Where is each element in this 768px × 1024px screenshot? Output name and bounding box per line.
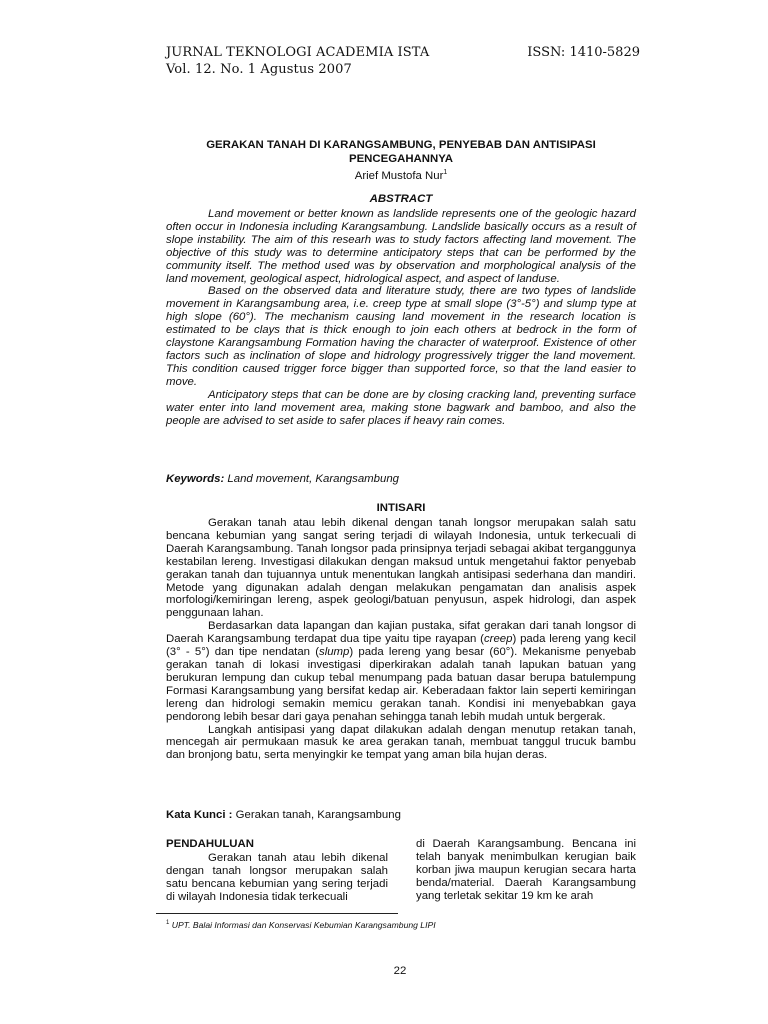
intisari-body <box>166 517 636 762</box>
journal-name: JURNAL TEKNOLOGI ACADEMIA ISTA <box>166 45 430 60</box>
author-name: Arief Mustofa Nur <box>354 169 444 182</box>
intisari-p2-part-a: Berdasarkan data lapangan dan kajian pustaka, sifat gerakan dari tanah longsor di Daerah Karangsambung terdapat dua tipe yaitu tipe rayapan ( <box>166 620 636 646</box>
abstract-body <box>166 208 636 427</box>
term-creep: creep <box>483 633 513 646</box>
kata-kunci-label: Kata Kunci : <box>166 809 233 821</box>
footnote-text: UPT. Balai Informasi dan Konservasi Kebumian Karangsambung LIPI <box>169 919 436 930</box>
intro-column-left <box>166 838 388 904</box>
intisari-paragraph-2 <box>166 620 636 723</box>
footnote <box>166 918 436 931</box>
intro-paragraph-right: di Daerah Karangsambung. Bencana ini telah banyak menimbulkan kerugian baik korban jiwa maupun kerugian secara harta benda/material. Daerah Karangsambung yang terletak sekitar 19 km ke arah <box>416 838 636 902</box>
keywords-label: Keywords: <box>166 473 225 485</box>
footnote-divider <box>156 913 398 914</box>
abstract-paragraph-3: Anticipatory steps that can be done are by closing cracking land, preventing surface water enter into land movement area, making stone bagwark and bamboo, and also the people are advised to set aside to safer places if heavy rain comes. <box>166 388 636 427</box>
journal-issn: ISSN: 1410-5829 <box>527 45 640 60</box>
intro-paragraph-left: Gerakan tanah atau lebih dikenal dengan tanah longsor merupakan salah satu bencana kebumian yang sering terjadi di wilayah Indonesia tidak terkecuali <box>166 851 388 903</box>
abstract-paragraph-2: Based on the observed data and literature study, there are two types of landslide movement in Karangsambung area, i.e. creep type at small slope (3°-5°) and slump type at high slope (60°). The mechanism causing land movement in the research location is estimated to be clays that is thick enough to join each others at bedrock in the form of claystone Karangsambung Formation having the character of waterproof. Existence of other factors such as inclination of slope and hidrology progressively trigger the land movement. This condition caused trigger force bigger than supported force, so that the land easier to move. <box>166 285 636 388</box>
paper-title <box>166 139 636 166</box>
abstract-paragraph-1: Land movement or better known as landslide represents one of the geologic hazard often occur in Indonesia including Karangsambung. Landslide basically occurs as a result of slope instability. The aim of this researh was to study factors affecting land movement. The objective of this study was to determine anticipatory steps that can be performed by the community itself. The method used was by observation and morphological analysis of the land movement, geological aspect, hidrological aspect, and aspect of landuse. <box>166 208 636 285</box>
author-footnote-mark: 1 <box>443 169 448 176</box>
abstract-keywords <box>166 473 636 486</box>
term-slump: slump <box>319 646 350 659</box>
kata-kunci-text: Gerakan tanah, Karangsambung <box>235 809 401 821</box>
intisari-paragraph-3: Langkah antisipasi yang dapat dilakukan adalah dengan menutup retakan tanah, mencegah air permukaan masuk ke area gerakan tanah, membuat tanggul trucuk bambu dan bronjong batu, serta menyingkir ke tempat yang aman bila hujan deras. <box>166 723 636 762</box>
paper-title-line-1: GERAKAN TANAH DI KARANGSAMBUNG, PENYEBAB DAN ANTISIPASI <box>206 139 596 151</box>
abstract-heading: ABSTRACT <box>369 193 433 205</box>
intisari-p2-part-e: ) pada lereng yang besar (60°). Mekanisme penyebab gerakan tanah di lokasi investigasi diperkirakan adalah tanah lapukan batuan yang berukuran lempung dan cukup tebal menumpang pada batuan dasar berupa batulempung Formasi Karangsambung yang bersifat kedap air. Keberadaan faktor lain seperti kemiringan lereng dan hidrologi semakin memicu gerakan tanah. Kondisi ini menyebabkan gaya pendorong lebih besar dari gaya penahan sehingga tanah lebih mudah untuk bergerak. <box>166 646 636 723</box>
paper-author <box>166 166 636 183</box>
keywords-text: Land movement, Karangsambung <box>227 473 400 485</box>
page-number: 22 <box>393 965 407 977</box>
paper-title-line-2: PENCEGAHANNYA <box>348 152 453 165</box>
intisari-keywords <box>166 809 636 822</box>
intisari-p2-part-c: ) pada lereng yang kecil (3° - 5°) dan tipe nendatan ( <box>166 633 636 659</box>
footnote-mark: 1 <box>166 920 170 926</box>
intro-column-right <box>416 838 636 903</box>
journal-header <box>166 44 429 78</box>
intisari-paragraph-1: Gerakan tanah atau lebih dikenal dengan tanah longsor merupakan salah satu bencana kebumian yang sangat sering terjadi di wilayah Indonesia, untuk terkecuali di Daerah Karangsambung. Tanah longsor pada prinsipnya terjadi sebagai akibat terganggunya kestabilan lereng. Investigasi dilakukan dengan maksud untuk mengetahui faktor penyebab gerakan tanah dan tujuannya untuk menentukan langkah antisipasi sederhana dan mandiri. Metode yang digunakan adalah dengan melakukan pengamatan dan analisis aspek morfologi/kemiringan lereng, aspek geologi/batuan penyusun, aspek hidrologi, dan aspek penggunaan lahan. <box>166 517 636 620</box>
intro-heading: PENDAHULUAN <box>166 838 254 850</box>
intisari-heading: INTISARI <box>376 502 426 514</box>
journal-volume: Vol. 12. No. 1 Agustus 2007 <box>166 62 352 77</box>
